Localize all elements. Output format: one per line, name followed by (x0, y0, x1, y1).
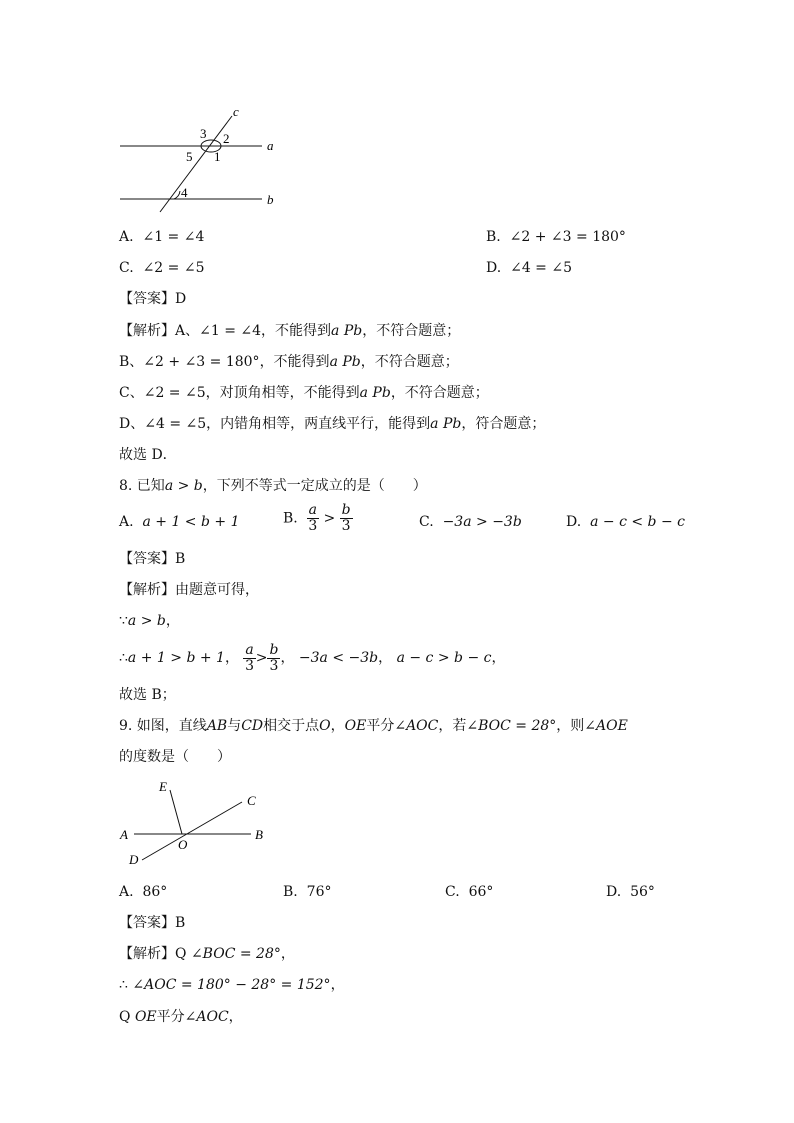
option-text: ∠2 + ∠3 = 180° (509, 229, 626, 245)
q8-analysis-line-3 (119, 640, 505, 676)
label-B: B (255, 827, 263, 842)
text: ，不符合题意； (390, 385, 489, 401)
math: −3a < −3b (298, 650, 379, 666)
option-text: ∠4 = ∠5 (510, 260, 572, 276)
numerator: a (245, 641, 254, 658)
q7-option-d (486, 259, 572, 277)
label-a: a (267, 138, 274, 153)
math: ∠2 = ∠5 (143, 385, 206, 401)
since-symbol: Q (175, 946, 187, 962)
text: ， (224, 650, 239, 666)
option-text: ∠1 = ∠4 (142, 229, 205, 245)
option-letter: D. (566, 514, 582, 530)
label-C: C (247, 793, 256, 808)
option-letter: B. (283, 510, 298, 527)
math: a Pb (359, 385, 391, 401)
label-5: 5 (186, 149, 193, 164)
label-4: 4 (181, 185, 188, 200)
q8-option-c (419, 513, 522, 531)
text: ，不能得到 (259, 354, 330, 370)
q9-option-a (119, 883, 167, 901)
text: ，下列不等式一定成立的是（ ） (202, 478, 427, 494)
text: 与 (227, 718, 242, 734)
text: ，内错角相等，两直线平行，能得到 (206, 416, 431, 432)
text: 平分 (366, 718, 395, 734)
text: ， (378, 650, 393, 666)
line-cd (142, 802, 242, 860)
q7-analysis-line-2 (119, 353, 459, 371)
label-D: D (129, 852, 139, 867)
q8-option-d (566, 513, 685, 531)
q9-option-c (445, 883, 493, 901)
text: 9. 如图，直线 (119, 718, 207, 734)
option-text: 86° (142, 884, 168, 900)
q8-option-a (119, 513, 239, 531)
denominator: 3 (341, 518, 351, 534)
text: ， (228, 1009, 243, 1025)
q9-analysis-line-3 (119, 1008, 243, 1026)
text: ，不能得到 (261, 323, 332, 339)
fraction-b-over-3 (340, 503, 353, 534)
math: ∠AOC (394, 718, 439, 734)
text: ，若 (438, 718, 467, 734)
option-letter: A. (119, 514, 134, 530)
option-letter: B. (283, 884, 298, 900)
math: O (319, 718, 331, 734)
option-letter: C. (445, 884, 460, 900)
text: 相交于点 (263, 718, 320, 734)
text: 8. 已知 (119, 478, 165, 494)
fraction-a-over-3 (307, 503, 319, 534)
q7-analysis-line-1 (119, 322, 460, 340)
fraction-a-over-3 (243, 643, 255, 674)
label-E: E (159, 779, 167, 794)
option-letter: C. (419, 514, 434, 530)
math: ∠1 = ∠4 (199, 323, 262, 339)
math: a Pb (331, 323, 363, 339)
q8-choose: 故选 B； (119, 687, 176, 703)
intersecting-lines-figure (114, 774, 284, 874)
q9-stem-line-1 (119, 717, 628, 735)
label-O: O (178, 837, 188, 852)
q7-answer: 【答案】D (119, 291, 187, 307)
option-text: 56° (630, 884, 655, 900)
math: OE (344, 718, 367, 734)
option-letter: B. (486, 229, 501, 245)
option-text: a − c < b − c (590, 514, 685, 530)
text: ，则 (556, 718, 585, 734)
math: a > b (164, 478, 203, 494)
q9-option-d (606, 883, 655, 901)
ray-oe (170, 790, 182, 834)
q7-option-b (486, 228, 626, 246)
q8-option-b (283, 503, 353, 534)
option-letter: D. (486, 260, 502, 276)
q8-analysis-line-1: 【解析】由题意可得， (119, 582, 259, 598)
text: D、 (119, 416, 145, 432)
math: AB (206, 718, 228, 734)
q8-analysis-line-2 (119, 612, 180, 630)
parallel-lines-figure (110, 100, 310, 220)
label-c: c (233, 104, 239, 119)
text: ， (280, 650, 295, 666)
text: B、 (119, 354, 144, 370)
therefore-symbol: ∴ (119, 977, 128, 993)
text: 【解析】A、 (119, 323, 200, 339)
option-text: 76° (306, 884, 332, 900)
denominator: 3 (269, 657, 279, 674)
denominator: 3 (245, 657, 255, 674)
math: ∠BOC = 28° (466, 718, 557, 734)
text: ， (330, 718, 345, 734)
numerator: b (269, 641, 279, 658)
text: ， (491, 650, 506, 666)
option-letter: C. (119, 260, 134, 276)
option-text: 66° (468, 884, 494, 900)
math: CD (241, 718, 264, 734)
numerator: a (308, 502, 318, 518)
q9-analysis-line-1 (119, 945, 295, 963)
text: ， (280, 946, 295, 962)
numerator: b (341, 502, 351, 518)
because-symbol: ∵ (119, 613, 128, 629)
q9-answer: 【答案】B (119, 915, 186, 931)
label-A: A (120, 827, 128, 842)
math: ∠AOE (584, 718, 628, 734)
q9-stem-line-2: 的度数是（ ） (119, 749, 231, 765)
text: ，不符合题意； (360, 354, 459, 370)
math: ∠AOC = 180° − 28° = 152° (132, 977, 331, 993)
q9-analysis-line-2 (119, 976, 345, 994)
math: a > b (127, 613, 166, 629)
text: ， (330, 977, 345, 993)
option-text: a + 1 < b + 1 (142, 514, 240, 530)
label-1: 1 (214, 149, 221, 164)
q9-option-b (283, 883, 331, 901)
math: a Pb (329, 354, 361, 370)
math: OE (134, 1009, 157, 1025)
text: 平分 (156, 1009, 185, 1025)
text: C、 (119, 385, 144, 401)
label-2: 2 (223, 131, 230, 146)
since-symbol: Q (119, 1009, 131, 1025)
option-text: ∠2 = ∠5 (142, 260, 205, 276)
q8-answer: 【答案】B (119, 551, 186, 567)
math: ∠AOC (184, 1009, 229, 1025)
q7-option-c (119, 259, 204, 277)
text: ， (165, 613, 180, 629)
math: a + 1 > b + 1 (127, 650, 225, 666)
fraction-b-over-3 (267, 643, 280, 674)
q8-stem (119, 477, 427, 495)
text: ，符合题意； (461, 416, 546, 432)
math: ∠2 + ∠3 = 180° (143, 354, 260, 370)
denominator: 3 (308, 518, 318, 534)
operator: > (323, 510, 336, 527)
line-c (160, 116, 232, 212)
text: 【解析】 (119, 946, 175, 962)
text: ，对顶角相等，不能得到 (205, 385, 360, 401)
option-text: −3a > −3b (442, 514, 522, 530)
math: ∠BOC = 28° (190, 946, 281, 962)
math: a Pb (430, 416, 462, 432)
text: ，不符合题意； (362, 323, 461, 339)
q7-analysis-line-4 (119, 415, 545, 433)
math: a − c > b − c (396, 650, 492, 666)
q7-analysis-line-3 (119, 384, 489, 402)
label-b: b (267, 192, 274, 207)
operator: > (255, 650, 268, 666)
q7-option-a (119, 228, 204, 246)
math: ∠4 = ∠5 (144, 416, 207, 432)
option-letter: A. (119, 884, 134, 900)
label-3: 3 (200, 126, 207, 141)
q7-choose: 故选 D． (119, 447, 177, 463)
option-letter: D. (606, 884, 622, 900)
therefore-symbol: ∴ (119, 650, 128, 666)
option-letter: A. (119, 229, 134, 245)
